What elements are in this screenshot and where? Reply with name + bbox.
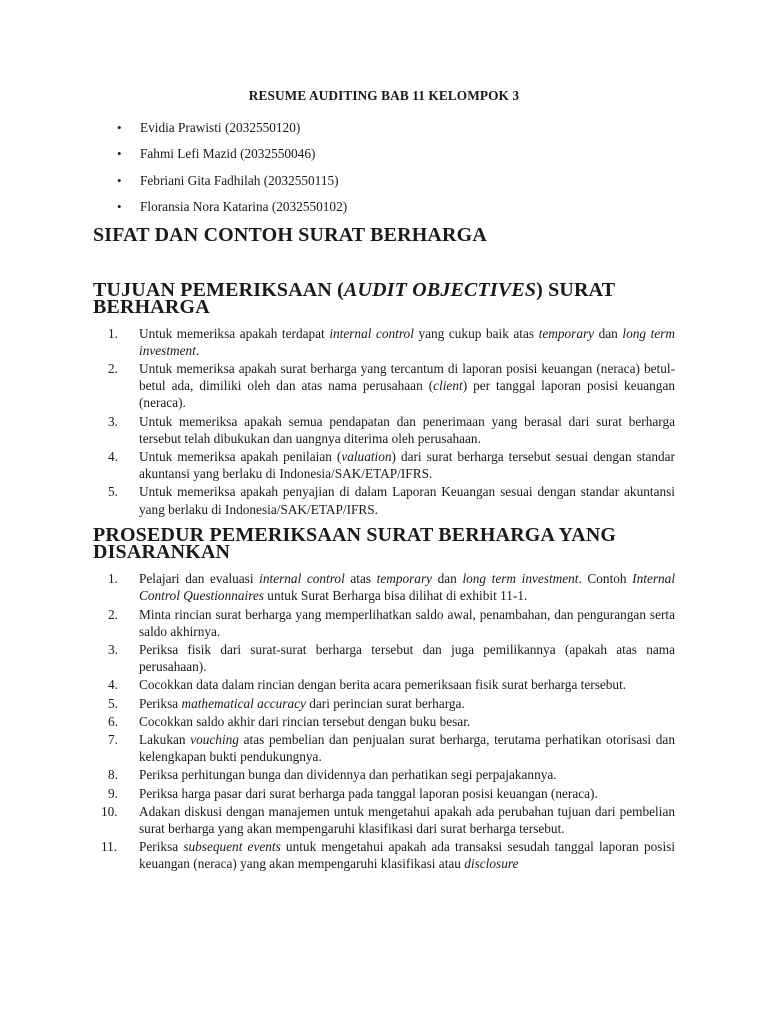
- item-text: [139, 839, 675, 871]
- item-number: 1.: [108, 325, 118, 341]
- item-number: 5.: [108, 695, 118, 711]
- item-text: [139, 571, 675, 603]
- item-number: 11.: [101, 839, 118, 855]
- text-segment: Untuk memeriksa apakah surat berharga yang tercantum di laporan posisi keuangan (neraca) betul-betul ada, dimiliki oleh dan atas nama perusahaan (: [139, 360, 675, 394]
- text-segment: yang cukup baik atas: [413, 325, 539, 341]
- italic-text: Internal Control Questionnaires: [139, 571, 676, 604]
- list-item: [93, 483, 675, 517]
- text-segment: ) SURAT BERHARGA: [93, 279, 615, 319]
- list-item: [93, 325, 675, 359]
- text-segment: dan: [594, 325, 623, 341]
- text-segment: Cocokkan data dalam rincian dengan berita acara pemeriksaan fisik surat berharga tersebut.: [139, 677, 627, 693]
- prosedur-list: [93, 570, 675, 872]
- list-item: [93, 766, 675, 783]
- italic-text: subsequent events: [183, 839, 281, 855]
- item-text: [139, 642, 675, 674]
- tujuan-list: [93, 325, 675, 518]
- italic-text: vouching: [190, 732, 239, 748]
- item-text: [139, 326, 675, 358]
- text-segment: Untuk memeriksa apakah semua pendapatan dan penerimaan yang berasal dari surat berharga tersebut telah dibukukan dan uangnya diterima oleh perusahaan.: [139, 413, 675, 446]
- item-number: 6.: [108, 713, 118, 729]
- text-segment: .: [195, 342, 200, 358]
- member-name: Fahmi Lefi Mazid (2032550046): [140, 146, 316, 162]
- bullet-icon: •: [117, 146, 122, 162]
- item-number: 2.: [108, 360, 118, 376]
- italic-text: long term investment: [462, 571, 579, 587]
- text-segment: dari perincian surat berharga.: [305, 695, 465, 711]
- italic-text: AUDIT OBJECTIVES: [344, 279, 537, 302]
- text-segment: Untuk memeriksa apakah terdapat: [139, 325, 330, 341]
- list-item: [93, 838, 675, 872]
- text-segment: Lakukan: [139, 732, 191, 748]
- italic-text: mathematical accuracy: [181, 695, 306, 711]
- text-segment: TUJUAN PEMERIKSAAN (: [93, 279, 345, 302]
- item-text: [139, 786, 598, 801]
- bullet-icon: •: [117, 172, 122, 188]
- text-segment: atas pembelian dan penjualan surat berharga, terutama perhatikan otorisasi dan kelengkapan bukti pendukungnya.: [139, 732, 675, 765]
- item-text: [139, 677, 626, 692]
- text-segment: ) dari surat berharga tersebut sesuai dengan standar akuntansi yang berlaku di Indonesia/SAK/ETAP/IFRS.: [139, 448, 675, 482]
- text-segment: Untuk memeriksa apakah penyajian di dalam Laporan Keuangan sesuai dengan standar akuntansi yang berlaku di Indonesia/SAK/ETAP/IFRS.: [139, 484, 675, 517]
- list-item: [93, 606, 675, 640]
- text-segment: Periksa perhitungan bunga dan dividennya dan perhatikan segi perpajakannya.: [139, 767, 557, 783]
- section-heading-tujuan: [93, 279, 675, 319]
- item-number: 3.: [108, 413, 118, 429]
- item-text: [139, 361, 675, 410]
- list-item: [93, 803, 675, 837]
- list-item: [93, 695, 675, 712]
- item-text: [139, 414, 675, 446]
- text-segment: atas: [344, 571, 377, 587]
- item-text: [139, 484, 675, 516]
- text-segment: Periksa harga pasar dari surat berharga pada tanggal laporan posisi keuangan (neraca).: [139, 785, 598, 801]
- bullet-icon: •: [117, 198, 122, 214]
- item-number: 2.: [108, 606, 118, 622]
- italic-text: valuation: [341, 448, 392, 464]
- member-list: [93, 119, 675, 215]
- text-segment: Untuk memeriksa apakah penilaian (: [139, 448, 342, 464]
- text-segment: untuk Surat Berharga bisa dilihat di exhibit 11-1.: [263, 588, 528, 604]
- list-item: [93, 785, 675, 802]
- item-number: 4.: [108, 448, 118, 464]
- item-text: [139, 732, 675, 764]
- document-title: RESUME AUDITING BAB 11 KELOMPOK 3: [248, 88, 520, 103]
- italic-text: client: [433, 378, 463, 394]
- text-segment: . Contoh: [578, 571, 633, 587]
- member-item: [93, 172, 675, 189]
- list-item: [93, 413, 675, 447]
- italic-text: internal control: [259, 571, 345, 587]
- item-number: 3.: [108, 642, 118, 658]
- text-segment: dan: [432, 571, 463, 587]
- item-text: [139, 714, 470, 729]
- item-text: [139, 804, 675, 836]
- item-number: 10.: [101, 803, 118, 819]
- item-number: 7.: [108, 732, 118, 748]
- text-segment: Minta rincian surat berharga yang memperlihatkan saldo awal, penambahan, dan pengurangan serta saldo akhirnya.: [139, 606, 675, 639]
- text-segment: Periksa: [139, 695, 182, 711]
- member-item: [93, 145, 675, 162]
- item-text: [139, 607, 675, 639]
- list-item: [93, 641, 675, 675]
- text-segment: Pelajari dan evaluasi: [139, 571, 260, 587]
- member-item: [93, 198, 675, 215]
- list-item: [93, 731, 675, 765]
- list-item: [93, 448, 675, 482]
- section-heading-sifat: SIFAT DAN CONTOH SURAT BERHARGA: [93, 223, 487, 246]
- text-segment: Adakan diskusi dengan manajemen untuk mengetahui apakah ada perubahan tujuan dari pembelian surat berharga yang akan mempengaruhi klasifikasi dari surat berharga tersebut.: [139, 803, 675, 837]
- italic-text: disclosure: [464, 856, 519, 872]
- member-name: Febriani Gita Fadhilah (2032550115): [140, 172, 339, 188]
- item-text: [139, 767, 557, 782]
- text-segment: Periksa fisik dari surat-surat berharga tersebut dan juga pemilikannya (apakah atas nama perusahaan).: [139, 642, 675, 675]
- item-number: 4.: [108, 677, 118, 693]
- bullet-icon: •: [117, 120, 122, 136]
- list-item: [93, 570, 675, 604]
- list-item: [93, 676, 675, 693]
- item-number: 8.: [108, 767, 118, 783]
- member-name: Evidia Prawisti (2032550120): [140, 120, 301, 136]
- text-segment: untuk mengetahui apakah ada transaksi sesudah tanggal laporan posisi keuangan (neraca) yang akan mempengaruhi klasifikasi atau: [139, 839, 676, 872]
- list-item: [93, 360, 675, 412]
- text-segment: Periksa: [139, 839, 184, 855]
- section-heading-prosedur: PROSEDUR PEMERIKSAAN SURAT BERHARGA YANG DISARANKAN: [93, 523, 617, 563]
- italic-text: temporary: [538, 325, 595, 341]
- item-number: 5.: [108, 484, 118, 500]
- italic-text: long term investment: [139, 325, 675, 358]
- item-number: 9.: [108, 785, 118, 801]
- italic-text: temporary: [376, 571, 433, 587]
- italic-text: internal control: [329, 325, 414, 341]
- item-text: [139, 449, 675, 481]
- member-name: Floransia Nora Katarina (2032550102): [140, 198, 348, 214]
- item-text: [139, 696, 465, 711]
- list-item: [93, 713, 675, 730]
- text-segment: ) per tanggal laporan posisi keuangan (neraca).: [139, 378, 675, 411]
- item-number: 1.: [108, 571, 118, 587]
- member-item: [93, 119, 675, 136]
- text-segment: Cocokkan saldo akhir dari rincian tersebut dengan buku besar.: [139, 713, 471, 729]
